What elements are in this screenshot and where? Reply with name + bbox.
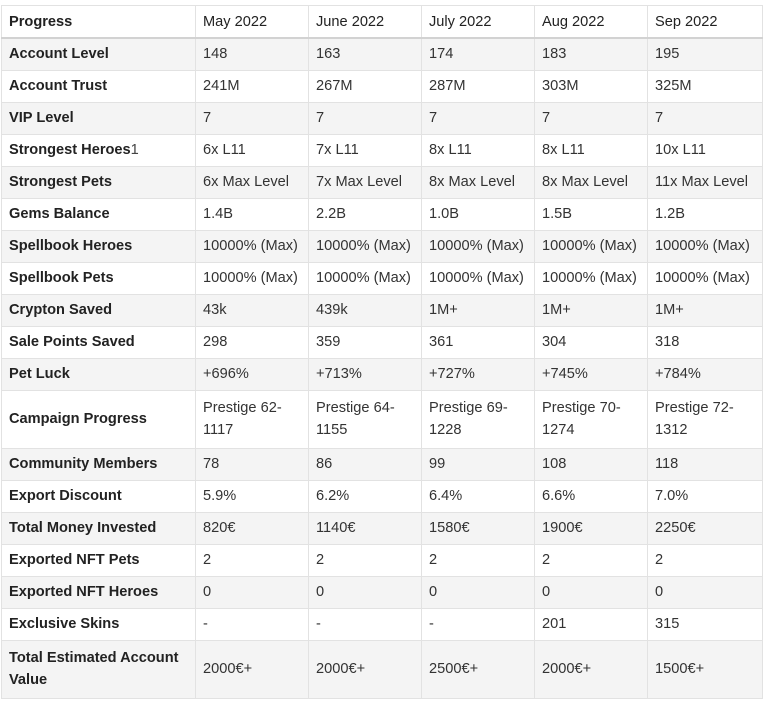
table-cell: 10000% (Max) xyxy=(648,262,763,294)
table-cell: 5.9% xyxy=(196,480,309,512)
table-cell: 1.5B xyxy=(535,198,648,230)
row-label xyxy=(2,134,196,166)
table-cell: Prestige 72-1312 xyxy=(648,390,763,448)
table-row-spellbook-pets xyxy=(2,262,763,294)
table-cell: 2000€+ xyxy=(535,640,648,698)
column-header-aug-2022: Aug 2022 xyxy=(535,6,648,39)
table-cell: Prestige 69-1228 xyxy=(422,390,535,448)
table-cell: 0 xyxy=(309,576,422,608)
table-cell: 1M+ xyxy=(648,294,763,326)
table-cell: 1.0B xyxy=(422,198,535,230)
table-cell: 10000% (Max) xyxy=(196,262,309,294)
table-cell: 1580€ xyxy=(422,512,535,544)
table-cell: 1M+ xyxy=(422,294,535,326)
table-cell: 1900€ xyxy=(535,512,648,544)
table-cell: 8x Max Level xyxy=(422,166,535,198)
table-row-gems-balance xyxy=(2,198,763,230)
table-cell: 6.4% xyxy=(422,480,535,512)
row-label: Exported NFT Heroes xyxy=(2,576,196,608)
table-cell: 0 xyxy=(535,576,648,608)
progress-table xyxy=(1,5,763,699)
table-cell: 1500€+ xyxy=(648,640,763,698)
table-row-exported-nft-pets xyxy=(2,544,763,576)
table-cell: 0 xyxy=(648,576,763,608)
row-label: VIP Level xyxy=(2,102,196,134)
table-cell: 303M xyxy=(535,70,648,102)
table-cell: 43k xyxy=(196,294,309,326)
column-header-june-2022: June 2022 xyxy=(309,6,422,39)
table-cell: 174 xyxy=(422,38,535,70)
table-row-account-level xyxy=(2,38,763,70)
table-cell: 2.2B xyxy=(309,198,422,230)
table-cell: 2000€+ xyxy=(196,640,309,698)
table-cell: 2 xyxy=(648,544,763,576)
table-cell: 7 xyxy=(648,102,763,134)
table-cell: 86 xyxy=(309,448,422,480)
table-row-strongest-pets xyxy=(2,166,763,198)
column-header-july-2022: July 2022 xyxy=(422,6,535,39)
column-header-may-2022: May 2022 xyxy=(196,6,309,39)
table-cell: 108 xyxy=(535,448,648,480)
table-cell: 10000% (Max) xyxy=(422,262,535,294)
table-row-sale-points-saved xyxy=(2,326,763,358)
table-cell: 2250€ xyxy=(648,512,763,544)
row-label-text: Strongest Heroes xyxy=(9,142,131,158)
table-cell: 10000% (Max) xyxy=(648,230,763,262)
table-cell: 0 xyxy=(196,576,309,608)
table-cell: 78 xyxy=(196,448,309,480)
table-cell: 1.2B xyxy=(648,198,763,230)
table-cell: 2 xyxy=(535,544,648,576)
row-label: Spellbook Pets xyxy=(2,262,196,294)
table-cell: 8x L11 xyxy=(422,134,535,166)
table-row-vip-level xyxy=(2,102,763,134)
table-cell: Prestige 62-1117 xyxy=(196,390,309,448)
table-cell: 2 xyxy=(309,544,422,576)
table-cell: 99 xyxy=(422,448,535,480)
row-label: Sale Points Saved xyxy=(2,326,196,358)
table-cell: 10000% (Max) xyxy=(422,230,535,262)
table-row-crypton-saved xyxy=(2,294,763,326)
row-label: Community Members xyxy=(2,448,196,480)
row-label: Strongest Pets xyxy=(2,166,196,198)
table-cell: 0 xyxy=(422,576,535,608)
table-row-total-money-invested xyxy=(2,512,763,544)
table-cell: 7 xyxy=(196,102,309,134)
table-row-campaign-progress xyxy=(2,390,763,448)
table-row-community-members xyxy=(2,448,763,480)
table-cell: 6x Max Level xyxy=(196,166,309,198)
table-cell: 361 xyxy=(422,326,535,358)
table-cell: 1140€ xyxy=(309,512,422,544)
table-row-pet-luck xyxy=(2,358,763,390)
table-cell: 8x L11 xyxy=(535,134,648,166)
table-cell: 7x L11 xyxy=(309,134,422,166)
table-cell: +696% xyxy=(196,358,309,390)
table-cell: 201 xyxy=(535,608,648,640)
table-cell: 183 xyxy=(535,38,648,70)
table-cell: +745% xyxy=(535,358,648,390)
table-row-account-trust xyxy=(2,70,763,102)
row-label: Account Trust xyxy=(2,70,196,102)
table-cell: 2 xyxy=(422,544,535,576)
table-cell: 8x Max Level xyxy=(535,166,648,198)
table-cell: 6x L11 xyxy=(196,134,309,166)
progress-table-container xyxy=(1,5,764,699)
table-cell: 267M xyxy=(309,70,422,102)
table-row-total-estimated-account-value xyxy=(2,640,763,698)
table-cell: 1.4B xyxy=(196,198,309,230)
table-cell: 163 xyxy=(309,38,422,70)
table-row-strongest-heroes xyxy=(2,134,763,166)
table-cell: 318 xyxy=(648,326,763,358)
table-cell: - xyxy=(196,608,309,640)
table-cell: 7.0% xyxy=(648,480,763,512)
row-label: Exclusive Skins xyxy=(2,608,196,640)
table-row-spellbook-heroes xyxy=(2,230,763,262)
table-cell: 439k xyxy=(309,294,422,326)
row-label: Pet Luck xyxy=(2,358,196,390)
row-label: Crypton Saved xyxy=(2,294,196,326)
table-cell: 359 xyxy=(309,326,422,358)
table-cell: +784% xyxy=(648,358,763,390)
table-cell: 2 xyxy=(196,544,309,576)
table-cell: 195 xyxy=(648,38,763,70)
table-row-exported-nft-heroes xyxy=(2,576,763,608)
table-cell: 7x Max Level xyxy=(309,166,422,198)
table-cell: 298 xyxy=(196,326,309,358)
table-cell: 820€ xyxy=(196,512,309,544)
table-cell: 6.6% xyxy=(535,480,648,512)
table-cell: 10000% (Max) xyxy=(196,230,309,262)
table-cell: 325M xyxy=(648,70,763,102)
table-cell: 10000% (Max) xyxy=(535,230,648,262)
table-cell: 148 xyxy=(196,38,309,70)
table-cell: 287M xyxy=(422,70,535,102)
table-cell: 118 xyxy=(648,448,763,480)
table-cell: 6.2% xyxy=(309,480,422,512)
row-label: Total Money Invested xyxy=(2,512,196,544)
table-cell: 10x L11 xyxy=(648,134,763,166)
table-cell: Prestige 64-1155 xyxy=(309,390,422,448)
row-label: Total Estimated Account Value xyxy=(2,640,196,698)
table-cell: - xyxy=(422,608,535,640)
table-row-export-discount xyxy=(2,480,763,512)
row-label: Exported NFT Pets xyxy=(2,544,196,576)
table-cell: 1M+ xyxy=(535,294,648,326)
table-cell: 7 xyxy=(535,102,648,134)
table-cell: +713% xyxy=(309,358,422,390)
footnote-marker: 1 xyxy=(130,142,139,158)
table-cell: 315 xyxy=(648,608,763,640)
table-cell: 2500€+ xyxy=(422,640,535,698)
table-cell: 304 xyxy=(535,326,648,358)
table-cell: Prestige 70-1274 xyxy=(535,390,648,448)
table-row-exclusive-skins xyxy=(2,608,763,640)
table-cell: 7 xyxy=(309,102,422,134)
row-label: Gems Balance xyxy=(2,198,196,230)
table-cell: - xyxy=(309,608,422,640)
table-cell: 11x Max Level xyxy=(648,166,763,198)
table-cell: 2000€+ xyxy=(309,640,422,698)
row-label: Spellbook Heroes xyxy=(2,230,196,262)
row-label: Campaign Progress xyxy=(2,390,196,448)
row-label: Account Level xyxy=(2,38,196,70)
table-cell: +727% xyxy=(422,358,535,390)
column-header-sep-2022: Sep 2022 xyxy=(648,6,763,39)
table-cell: 10000% (Max) xyxy=(309,262,422,294)
table-cell: 241M xyxy=(196,70,309,102)
row-label: Export Discount xyxy=(2,480,196,512)
table-cell: 7 xyxy=(422,102,535,134)
table-cell: 10000% (Max) xyxy=(535,262,648,294)
table-header-row xyxy=(2,6,763,39)
table-cell: 10000% (Max) xyxy=(309,230,422,262)
column-header-progress: Progress xyxy=(2,6,196,39)
